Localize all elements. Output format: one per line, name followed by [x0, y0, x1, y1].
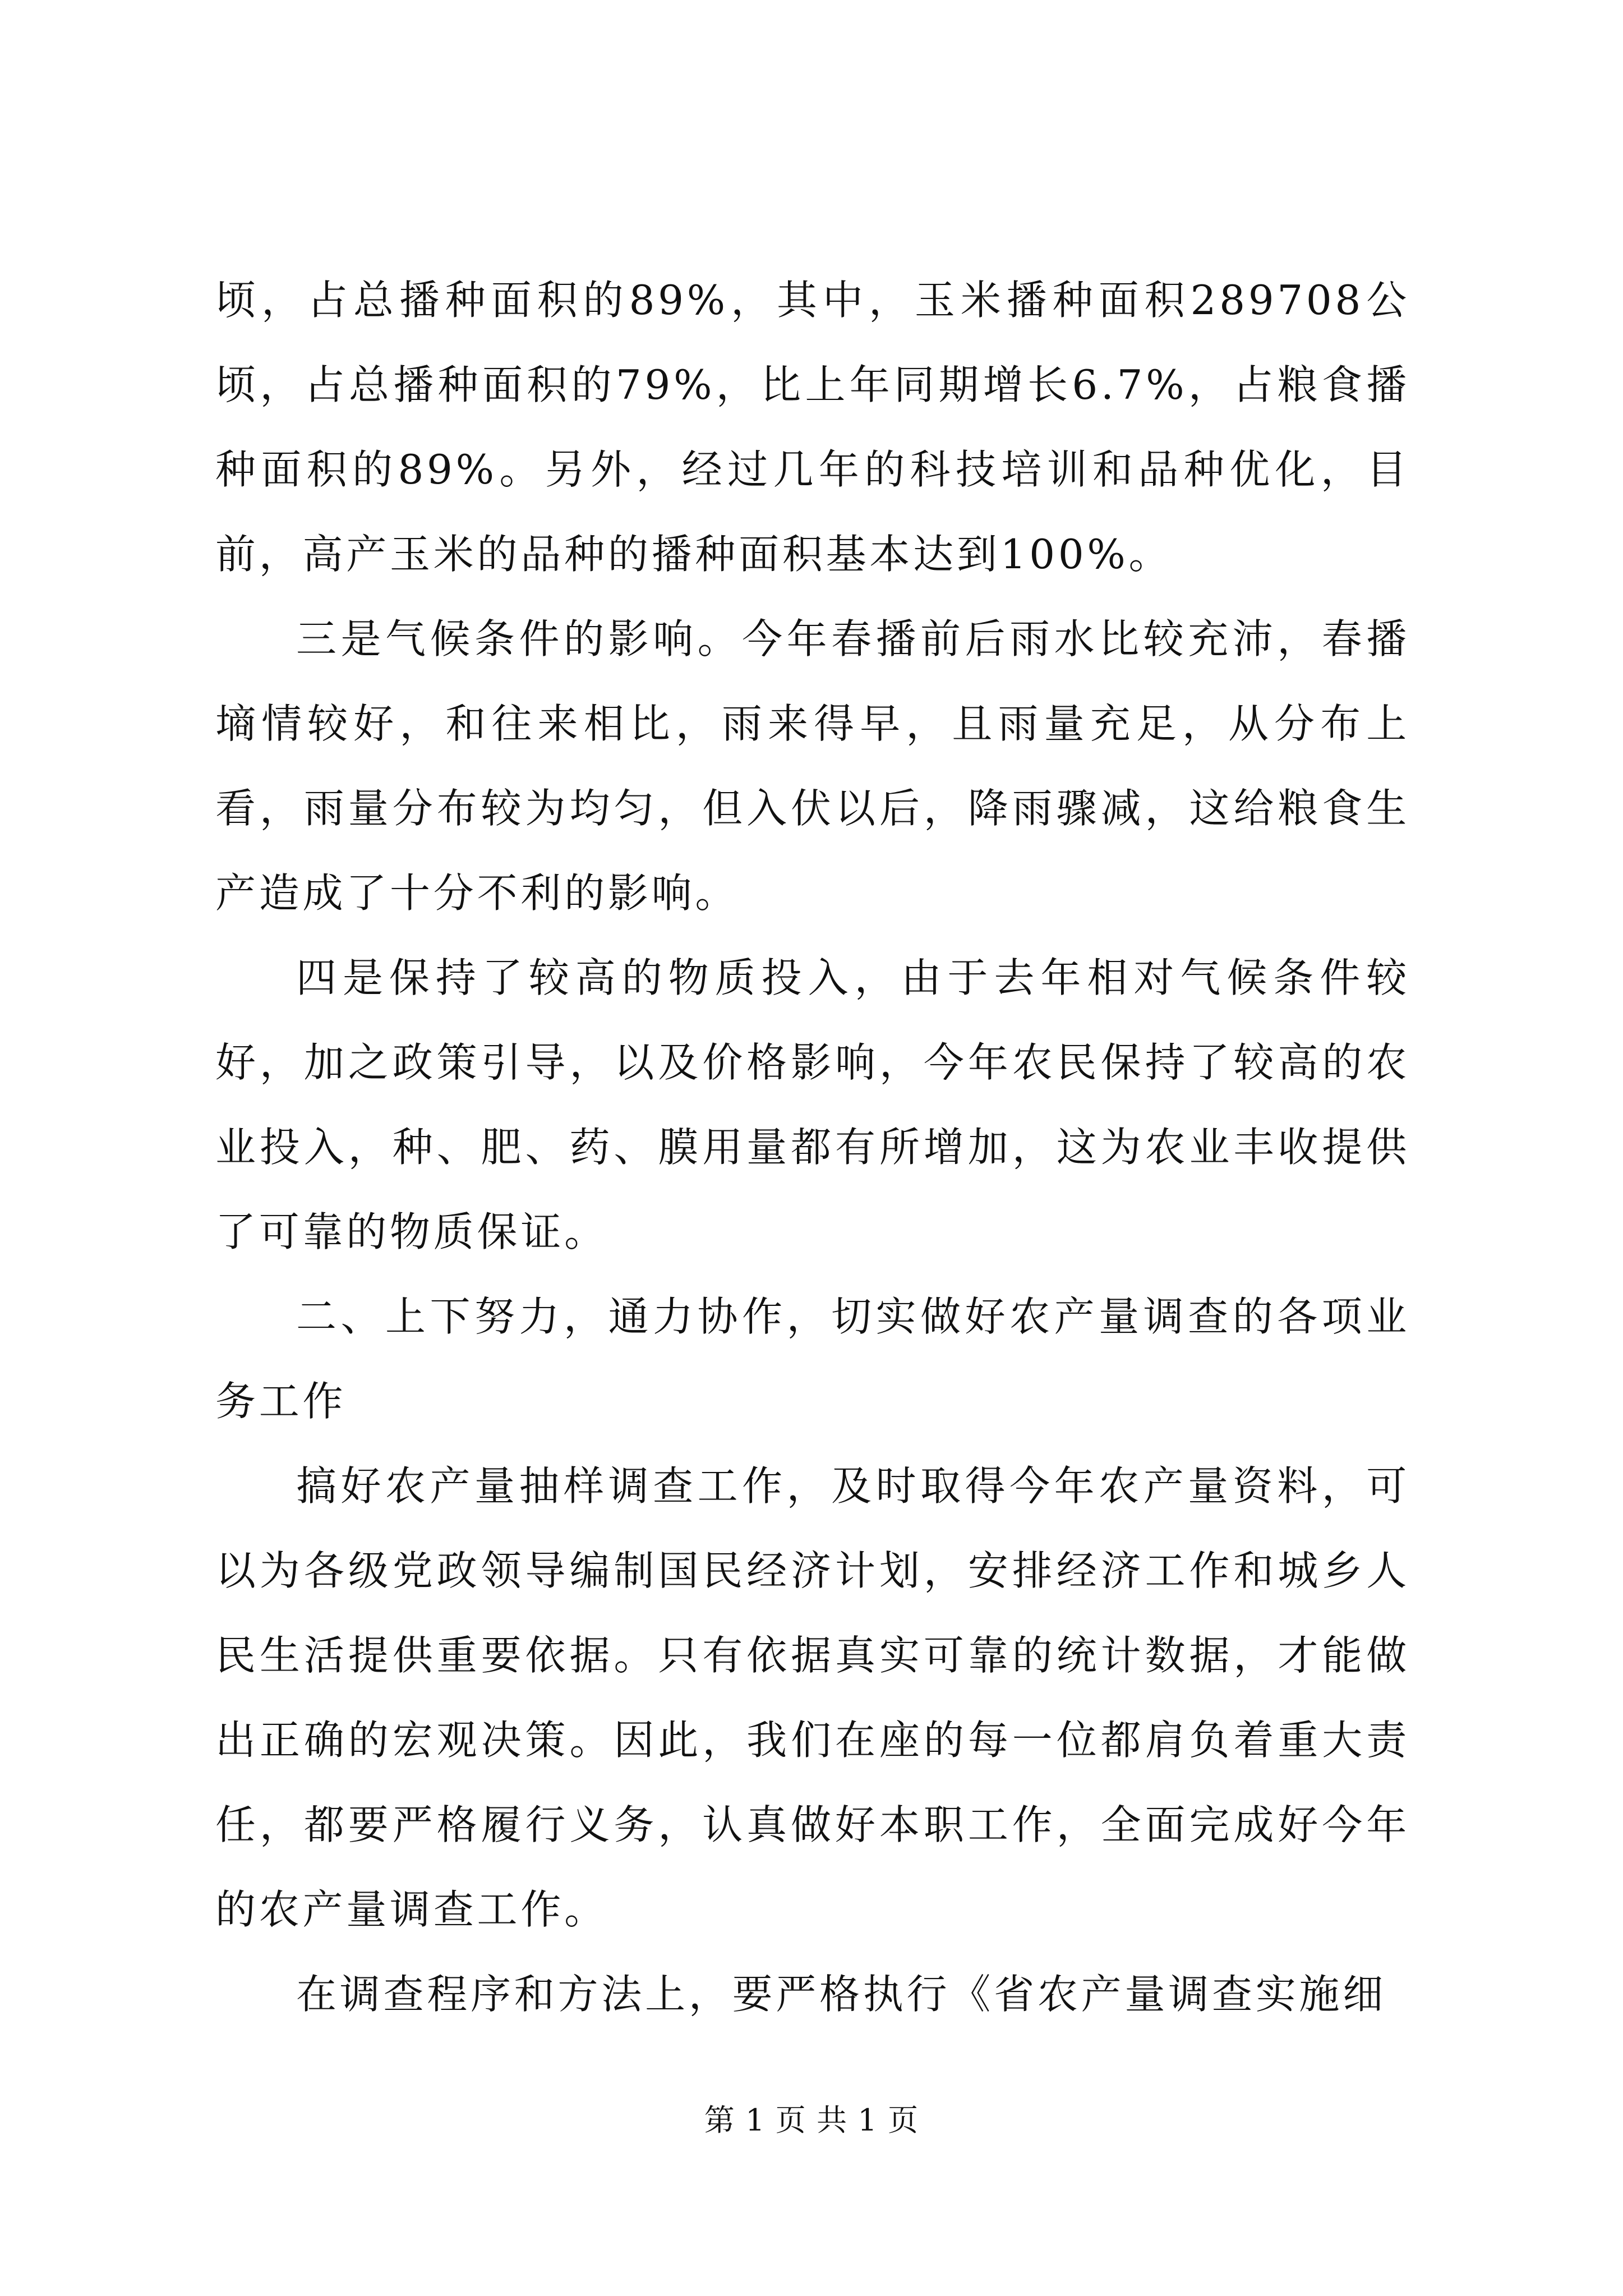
paragraph-survey-procedure: 在调查程序和方法上，要严格执行《省农产量调查实施细 [296, 1971, 1387, 2018]
paragraph-survey-importance: 搞好农产量抽样调查工作，及时取得今年农产量资料，可以为各级党政领导编制国民经济计划，安排经济工作和城乡人民生活提供重要依据。只有依据真实可靠的统计数据，才能做出正确的宏观决策。因此，我们在座的每一位都肩负着重大责任，都要严格履行义务，认真做好本职工作，全面完成好今年的农产量调查工作。 [215, 1462, 1410, 1933]
document-body [215, 258, 1410, 2037]
paragraph-climate-impact: 三是气候条件的影响。今年春播前后雨水比较充沛，春播墒情较好，和往来相比，雨来得早，且雨量充足，从分布上看，雨量分布较为均匀，但入伏以后，降雨骤减，这给粮食生产造成了十分不利的影响。 [215, 615, 1410, 917]
page-footer [0, 2101, 1623, 2140]
paragraph-material-input: 四是保持了较高的物质投入，由于去年相对气候条件较好，加之政策引导，以及价格影响，今年农民保持了较高的农业投入，种、肥、药、膜用量都有所增加，这为农业丰收提供了可靠的物质保证。 [215, 954, 1410, 1255]
section-heading-survey-work: 二、上下努力，通力协作，切实做好农产量调查的各项业务工作 [215, 1293, 1410, 1425]
paragraph-continued: 顷，占总播种面积的89%，其中，玉米播种面积289708公顷，占总播种面积的79%，比上年同期增长6.7%，占粮食播种面积的89%。另外，经过几年的科技培训和品种优化，目前，高产玉米的品种的播种面积基本达到100%。 [215, 277, 1410, 578]
page-number-label: 第 1 页 共 1 页 [704, 2102, 919, 2138]
